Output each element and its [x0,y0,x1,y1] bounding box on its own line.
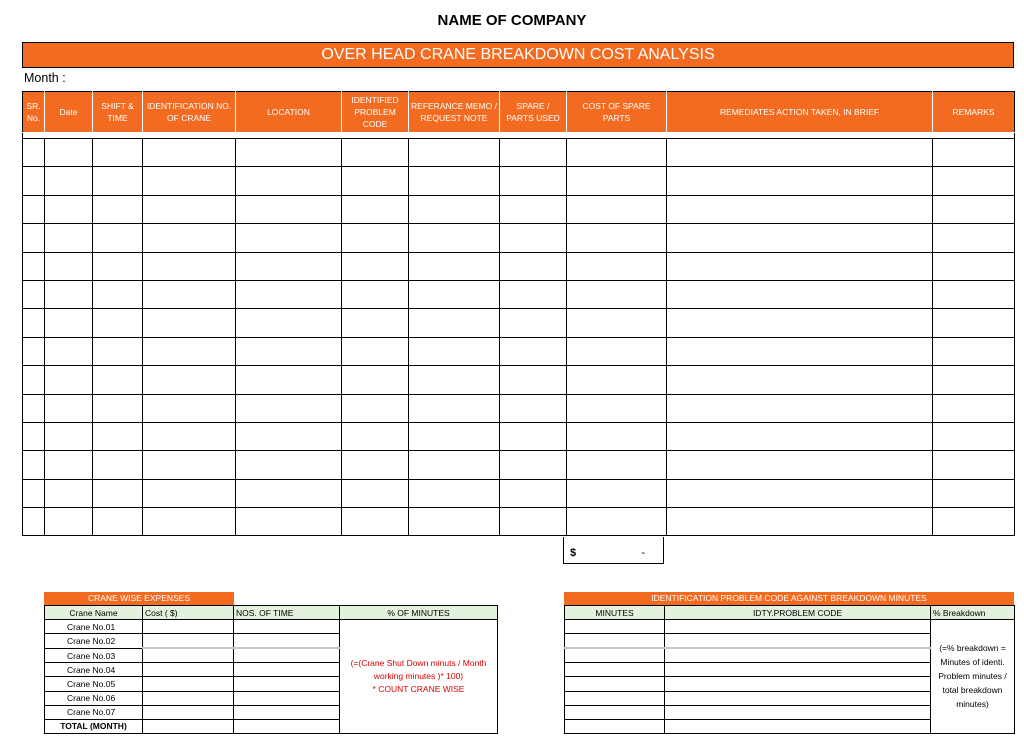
table-cell[interactable] [93,422,143,450]
table-cell[interactable] [409,337,500,365]
table-cell[interactable] [409,508,500,536]
table-cell[interactable] [236,394,342,422]
table-cell[interactable] [93,167,143,195]
table-cell[interactable] [667,451,933,479]
table-cell[interactable] [409,252,500,280]
table-cell[interactable] [500,451,567,479]
minutes-cell[interactable] [565,705,665,719]
table-cell[interactable] [93,139,143,167]
table-cell[interactable] [933,451,1015,479]
table-cell[interactable] [45,508,93,536]
table-cell[interactable] [45,394,93,422]
table-cell[interactable] [342,394,409,422]
table-cell[interactable] [667,139,933,167]
table-cell[interactable] [236,195,342,223]
table-cell[interactable] [567,167,667,195]
table-cell[interactable] [236,337,342,365]
table-cell[interactable] [667,479,933,507]
table-cell[interactable] [933,195,1015,223]
table-cell[interactable] [567,195,667,223]
table-row [23,252,1015,280]
nos-of-time-cell[interactable] [234,705,340,719]
table-cell[interactable] [500,422,567,450]
table-cell[interactable] [567,309,667,337]
cost-cell[interactable] [143,691,234,705]
col-header-spare-cost: COST OF SPARE PARTS [567,92,667,133]
nos-of-time-cell[interactable] [234,620,340,634]
problem-code-cell[interactable] [665,719,931,733]
table-cell[interactable] [933,167,1015,195]
table-cell[interactable] [93,252,143,280]
minutes-cell[interactable] [565,634,665,649]
percent-minutes-header: % OF MINUTES [340,606,498,620]
table-cell[interactable] [500,195,567,223]
problem-code-cell[interactable] [665,634,931,649]
problem-code-cell[interactable] [665,620,931,634]
table-cell[interactable] [500,309,567,337]
table-cell[interactable] [236,224,342,252]
table-cell[interactable] [23,508,45,536]
table-cell[interactable] [409,224,500,252]
table-cell[interactable] [93,337,143,365]
table-cell[interactable] [236,508,342,536]
table-cell[interactable] [933,139,1015,167]
table-cell[interactable] [933,309,1015,337]
table-cell[interactable] [500,337,567,365]
sheet-title-banner: OVER HEAD CRANE BREAKDOWN COST ANALYSIS [22,42,1014,68]
table-cell[interactable] [93,309,143,337]
table-cell[interactable] [23,139,45,167]
table-cell[interactable] [933,337,1015,365]
total-currency: $ [570,547,577,559]
cost-cell[interactable] [143,648,234,663]
table-cell[interactable] [500,252,567,280]
problem-code-table [564,605,1015,734]
percent-breakdown-header: % Breakdown [931,606,1015,620]
table-row [23,451,1015,479]
table-cell[interactable] [342,479,409,507]
table-cell[interactable] [45,224,93,252]
table-cell[interactable] [23,309,45,337]
table-cell[interactable] [667,309,933,337]
cost-cell[interactable] [143,719,234,733]
table-cell[interactable] [45,280,93,308]
table-cell[interactable] [23,195,45,223]
table-cell[interactable] [567,252,667,280]
col-header-problem-code: IDENTIFIED PROBLEM CODE [342,92,409,133]
table-cell[interactable] [93,394,143,422]
minutes-cell[interactable] [565,677,665,691]
crane-wise-expenses-table [44,605,498,734]
table-cell[interactable] [236,280,342,308]
cost-cell[interactable] [143,705,234,719]
table-cell[interactable] [342,195,409,223]
cost-cell[interactable] [143,677,234,691]
list-item [565,620,1015,634]
minutes-cell[interactable] [565,620,665,634]
breakdown-log-table [22,91,1015,536]
table-cell[interactable] [45,366,93,394]
table-cell[interactable] [667,337,933,365]
minutes-cell[interactable] [565,719,665,733]
table-cell[interactable] [236,167,342,195]
col-header-spare-parts: SPARE / PARTS USED [500,92,567,133]
table-cell[interactable] [933,422,1015,450]
col-header-date: Date [45,92,93,133]
table-cell[interactable] [667,195,933,223]
table-cell[interactable] [236,451,342,479]
table-cell[interactable] [933,394,1015,422]
table-row [23,167,1015,195]
cost-header: Cost ( $) [143,606,234,620]
table-cell[interactable] [23,394,45,422]
table-cell[interactable] [409,195,500,223]
table-cell[interactable] [409,280,500,308]
table-cell[interactable] [143,195,236,223]
percent-breakdown-note: (=% breakdown = Minutes of identi. Problem minutes / total breakdown minutes) [931,620,1015,734]
crane-name-cell: TOTAL (MONTH) [45,719,143,733]
nos-of-time-cell[interactable] [234,663,340,677]
table-cell[interactable] [143,337,236,365]
table-cell[interactable] [567,451,667,479]
table-cell[interactable] [45,309,93,337]
col-header-reference-memo: REFERANCE MEMO / REQUEST NOTE [409,92,500,133]
table-row [23,394,1015,422]
crane-name-cell: Crane No.06 [45,691,143,705]
table-cell[interactable] [143,139,236,167]
table-cell[interactable] [567,366,667,394]
table-cell[interactable] [342,337,409,365]
minutes-cell[interactable] [565,648,665,663]
table-cell[interactable] [93,451,143,479]
nos-of-time-cell[interactable] [234,719,340,733]
table-cell[interactable] [409,451,500,479]
crane-name-header: Crane Name [45,606,143,620]
table-cell[interactable] [342,224,409,252]
table-cell[interactable] [342,422,409,450]
table-cell[interactable] [409,139,500,167]
table-cell[interactable] [667,508,933,536]
cost-cell[interactable] [143,620,234,634]
table-cell[interactable] [143,479,236,507]
minutes-header: MINUTES [565,606,665,620]
spare-cost-total-cell[interactable] [563,537,664,564]
crane-name-cell: Crane No.04 [45,663,143,677]
table-cell[interactable] [567,139,667,167]
problem-code-cell[interactable] [665,705,931,719]
table-cell[interactable] [143,394,236,422]
company-name: NAME OF COMPANY [437,12,587,29]
table-cell[interactable] [23,451,45,479]
table-cell[interactable] [409,422,500,450]
minutes-cell[interactable] [565,663,665,677]
table-cell[interactable] [342,451,409,479]
table-cell[interactable] [342,508,409,536]
table-cell[interactable] [933,479,1015,507]
table-cell[interactable] [342,167,409,195]
problem-code-cell[interactable] [665,677,931,691]
table-cell[interactable] [93,195,143,223]
table-cell[interactable] [342,252,409,280]
table-cell[interactable] [45,252,93,280]
table-cell[interactable] [23,280,45,308]
table-cell[interactable] [409,366,500,394]
table-cell[interactable] [667,167,933,195]
month-label: Month : [24,71,66,85]
table-cell[interactable] [143,366,236,394]
table-cell[interactable] [23,422,45,450]
table-cell[interactable] [93,366,143,394]
table-cell[interactable] [567,508,667,536]
table-cell[interactable] [143,167,236,195]
table-cell[interactable] [500,224,567,252]
table-cell[interactable] [236,422,342,450]
table-cell[interactable] [933,508,1015,536]
table-cell[interactable] [667,422,933,450]
table-cell[interactable] [236,309,342,337]
table-cell[interactable] [667,394,933,422]
table-cell[interactable] [93,479,143,507]
table-row [23,280,1015,308]
table-cell[interactable] [500,366,567,394]
problem-code-cell[interactable] [665,663,931,677]
table-cell[interactable] [567,224,667,252]
table-cell[interactable] [93,508,143,536]
table-cell[interactable] [45,422,93,450]
table-cell[interactable] [143,280,236,308]
table-cell[interactable] [236,252,342,280]
table-cell[interactable] [500,508,567,536]
col-header-sr-no: SR. No. [23,92,45,133]
table-cell[interactable] [500,394,567,422]
crane-name-cell: Crane No.05 [45,677,143,691]
minutes-cell[interactable] [565,691,665,705]
table-cell[interactable] [93,224,143,252]
crane-name-cell: Crane No.01 [45,620,143,634]
table-row [23,139,1015,167]
crane-name-cell: Crane No.07 [45,705,143,719]
table-cell[interactable] [933,224,1015,252]
table-cell[interactable] [23,479,45,507]
table-row [23,224,1015,252]
nos-of-time-header: NOS. OF TIME [234,606,340,620]
table-cell[interactable] [45,195,93,223]
crane-wise-expenses-title: CRANE WISE EXPENSES [44,592,234,605]
table-cell[interactable] [409,167,500,195]
table-cell[interactable] [409,479,500,507]
table-cell[interactable] [143,508,236,536]
table-cell[interactable] [45,479,93,507]
nos-of-time-cell[interactable] [234,634,340,649]
table-cell[interactable] [409,394,500,422]
table-cell[interactable] [667,280,933,308]
table-cell[interactable] [567,479,667,507]
table-cell[interactable] [143,224,236,252]
table-cell[interactable] [567,394,667,422]
table-cell[interactable] [23,167,45,195]
table-cell[interactable] [23,224,45,252]
table-row [23,337,1015,365]
table-cell[interactable] [236,139,342,167]
problem-code-title: IDENTIFICATION PROBLEM CODE AGAINST BREAKDOWN MINUTES [564,592,1014,605]
problem-code-cell[interactable] [665,648,931,663]
col-header-crane-id: IDENTIFICATION NO. OF CRANE [143,92,236,133]
table-cell[interactable] [567,280,667,308]
table-cell[interactable] [567,422,667,450]
table-row [23,309,1015,337]
nos-of-time-cell[interactable] [234,677,340,691]
table-cell[interactable] [933,252,1015,280]
table-cell[interactable] [236,366,342,394]
table-cell[interactable] [143,309,236,337]
table-cell[interactable] [342,139,409,167]
formula-text: (=(Crane Shut Down minuts / Month working minutes )* 100) [350,657,487,681]
table-cell[interactable] [933,366,1015,394]
table-cell[interactable] [45,139,93,167]
table-cell[interactable] [23,366,45,394]
table-cell[interactable] [500,167,567,195]
table-cell[interactable] [23,252,45,280]
col-header-shift-time: SHIFT & TIME [93,92,143,133]
table-cell[interactable] [667,252,933,280]
crane-name-cell: Crane No.03 [45,648,143,663]
formula-note: * COUNT CRANE WISE [372,683,465,694]
table-cell[interactable] [45,167,93,195]
table-cell[interactable] [236,479,342,507]
nos-of-time-cell[interactable] [234,691,340,705]
nos-of-time-cell[interactable] [234,648,340,663]
table-cell[interactable] [143,422,236,450]
crane-name-cell: Crane No.02 [45,634,143,649]
table-row [23,366,1015,394]
table-cell[interactable] [342,309,409,337]
cost-cell[interactable] [143,663,234,677]
table-cell[interactable] [567,337,667,365]
table-row [23,508,1015,536]
col-header-remedial-action: REMEDIATES ACTION TAKEN, IN BRIEF [667,92,933,133]
cost-cell[interactable] [143,634,234,649]
table-row [23,195,1015,223]
table-cell[interactable] [933,280,1015,308]
total-value: - [641,547,645,559]
table-cell[interactable] [23,337,45,365]
table-row [23,479,1015,507]
table-cell[interactable] [45,337,93,365]
table-cell[interactable] [500,280,567,308]
percent-minutes-formula [340,620,498,734]
table-cell[interactable] [342,280,409,308]
table-cell[interactable] [500,139,567,167]
problem-code-cell[interactable] [665,691,931,705]
table-cell[interactable] [143,252,236,280]
table-cell[interactable] [342,366,409,394]
table-row [23,422,1015,450]
list-item [45,620,498,634]
table-cell[interactable] [667,224,933,252]
table-cell[interactable] [93,280,143,308]
problem-code-header: IDTY.PROBLEM CODE [665,606,931,620]
table-cell[interactable] [500,479,567,507]
col-header-remarks: REMARKS [933,92,1015,133]
table-cell[interactable] [409,309,500,337]
col-header-location: LOCATION [236,92,342,133]
table-cell[interactable] [667,366,933,394]
table-cell[interactable] [45,451,93,479]
table-cell[interactable] [143,451,236,479]
